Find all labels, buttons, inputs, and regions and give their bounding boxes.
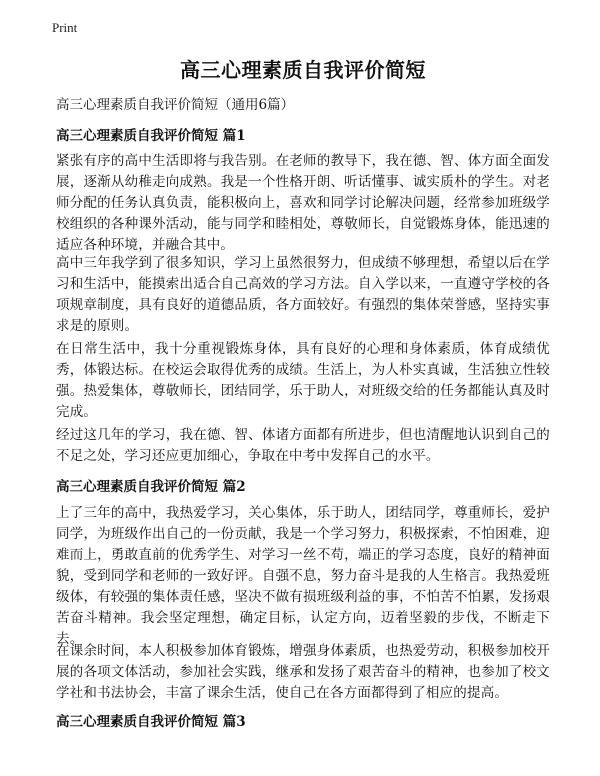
print-link[interactable]: Print [52,20,78,35]
section-2-paragraph-1: 上了三年的高中，我热爱学习，关心集体，乐于助人，团结同学，尊重师长，爱护同学，为班级作出自己的一份贡献，我是一个学习努力，积极探索，不怕困难，迎难而上，勇敢直前的优秀学生、对学习一丝不苟，端正的学习态度，良好的精神面貌，受到同学和老师的一致好评。自强不息，努力奋斗是我的人生格言。我热爱班级体，有较强的集体责任感，坚决不做有损班级利益的事，不怕苦不怕累，发扬艰苦奋斗精神。我会坚定理想，确定目标，认定方向，迈着坚毅的步伐，不断走下去。 [56,505,550,647]
document-subtitle: 高三心理素质自我评价简短（通用6篇） [56,97,295,113]
section-heading-3: 高三心理素质自我评价简短 篇3 [56,714,246,730]
section-heading-2: 高三心理素质自我评价简短 篇2 [56,479,246,495]
section-2-paragraph-2: 在课余时间，本人积极参加体育锻炼，增强身体素质，也热爱劳动，积极参加校开展的各项文体活动，参加社会实践，继承和发扬了艰苦奋斗的精神，也参加了校文学社和书法协会，丰富了课余生活，使自己在各方面都得到了相应的提高。 [56,643,550,701]
section-heading-1: 高三心理素质自我评价简短 篇1 [56,128,246,144]
section-1-paragraph-4: 经过这几年的学习，我在德、智、体诸方面都有所进步，但也清醒地认识到自己的不足之处，学习还应更加细心，争取在中考中发挥自己的水平。 [56,427,550,464]
section-1-paragraph-1: 紧张有序的高中生活即将与我告别。在老师的教导下，我在德、智、体方面全面发展，逐渐从幼稚走向成熟。我是一个性格开朗、听话懂事、诚实质朴的学生。对老师分配的任务认真负责，能积极向上，喜欢和同学讨论解决问题，经常参加班级学校组织的各种课外活动，能与同学和睦相处，尊敬师长，自觉锻炼身体，能迅速的适应各种环境，并融合其中。 [56,153,550,253]
section-1-paragraph-2: 高中三年我学到了很多知识，学习上虽然很努力，但成绩不够理想，希望以后在学习和生活中，能摸索出适合自己高效的学习方法。自入学以来，一直遵守学校的各项规章制度，具有良好的道德品质，各方面较好。有强烈的集体荣誉感，坚持实事求是的原则。 [56,255,550,334]
section-1-paragraph-3: 在日常生活中，我十分重视锻炼身体，具有良好的心理和身体素质，体育成绩优秀，体锻达标。在校运会取得优秀的成绩。生活上，为人朴实真诚，生活独立性较强。热爱集体，尊敬师长，团结同学，乐于助人，对班级交给的任务都能认真及时完成。 [56,341,550,420]
page-title: 高三心理素质自我评价简短 [180,58,426,82]
